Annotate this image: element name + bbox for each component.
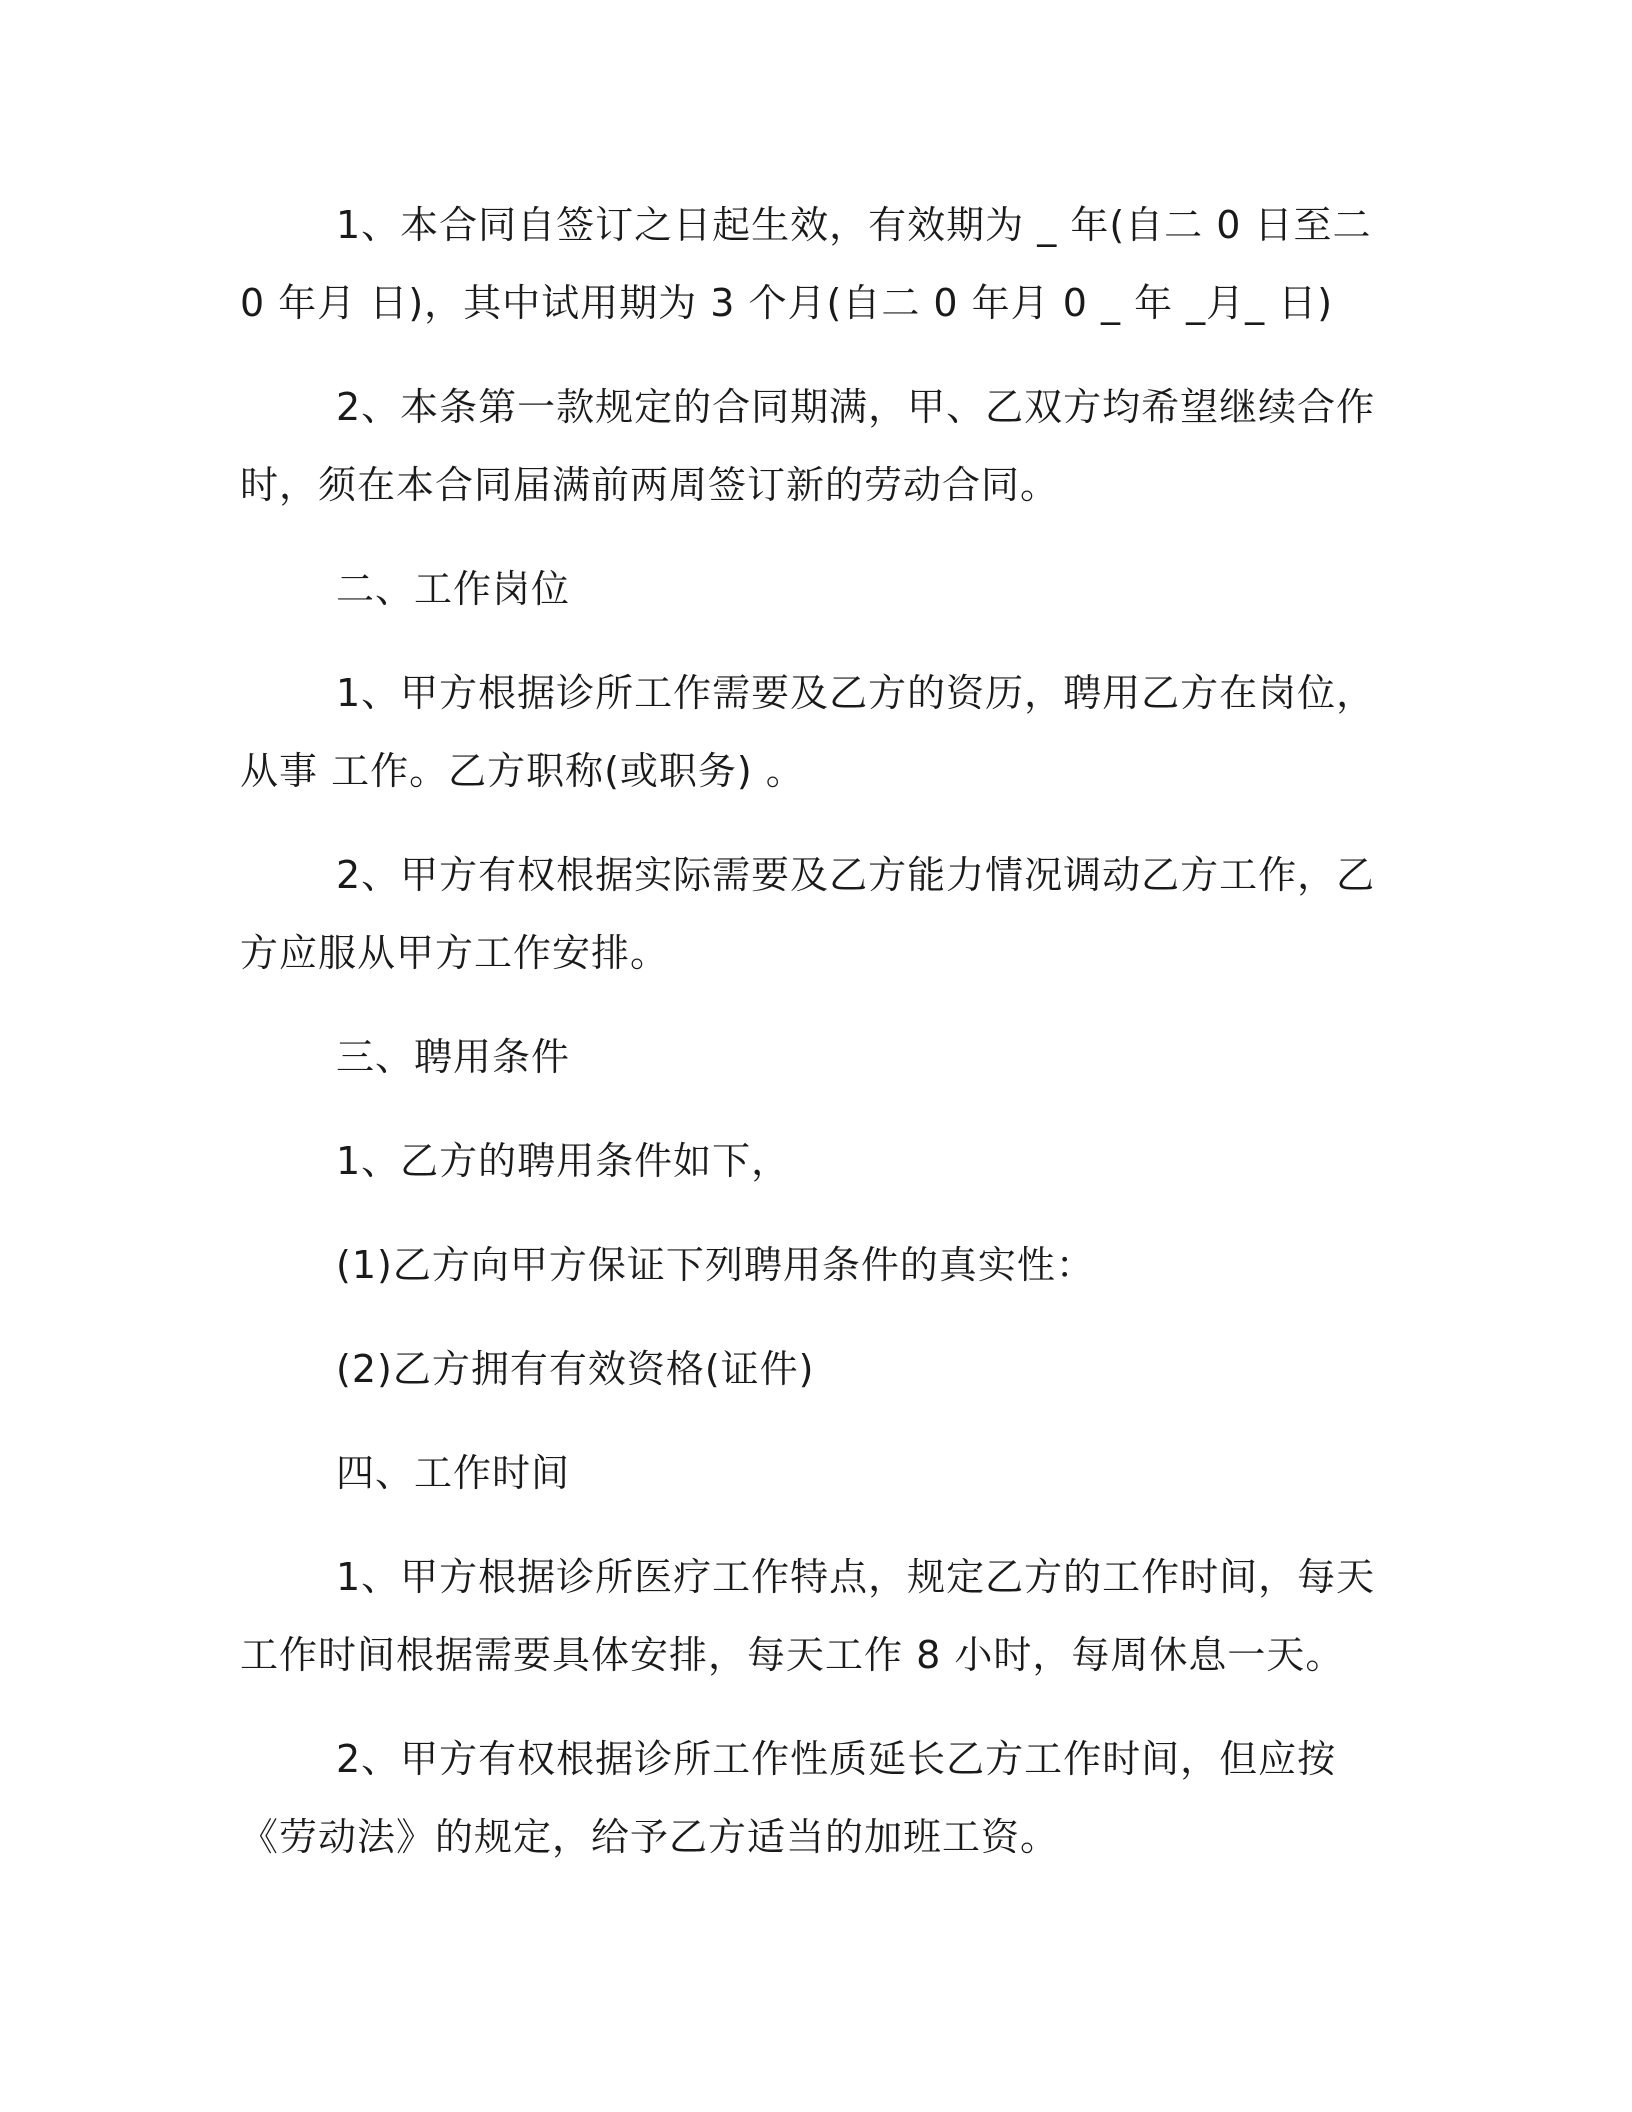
paragraph-hours-overtime: 2、甲方有权根据诊所工作性质延长乙方工作时间，但应按《劳动法》的规定，给予乙方适当的加班工资。 [240,1737,1337,1859]
paragraph-position-hire: 1、甲方根据诊所工作需要及乙方的资历，聘用乙方在岗位，从事 工作。乙方职称(或职务) 。 [240,671,1376,793]
paragraph-term-renewal: 2、本条第一款规定的合同期满，甲、乙双方均希望继续合作时，须在本合同届满前两周签订新的劳动合同。 [240,385,1376,507]
paragraph-position-transfer: 2、甲方有权根据实际需要及乙方能力情况调动乙方工作，乙方应服从甲方工作安排。 [240,853,1376,975]
paragraph-hours-schedule: 1、甲方根据诊所医疗工作特点，规定乙方的工作时间，每天工作时间根据需要具体安排，每天工作 8 小时，每周休息一天。 [240,1555,1376,1677]
paragraph-conditions-intro: 1、乙方的聘用条件如下， [336,1139,791,1183]
paragraph-conditions-item-1: (1)乙方向甲方保证下列聘用条件的真实性： [336,1243,1095,1287]
section-heading-hours: 四、工作时间 [336,1451,571,1495]
document-body [240,186,1385,1876]
section-heading-conditions: 三、聘用条件 [336,1035,571,1079]
paragraph-conditions-item-2: (2)乙方拥有有效资格(证件) [336,1347,815,1391]
section-heading-position: 二、工作岗位 [336,567,571,611]
paragraph-term-validity: 1、本合同自签订之日起生效，有效期为 _ 年(自二 0 日至二 0 年月 日)，其中试用期为 3 个月(自二 0 年月 0 _ 年 _月_ 日) [240,203,1372,325]
